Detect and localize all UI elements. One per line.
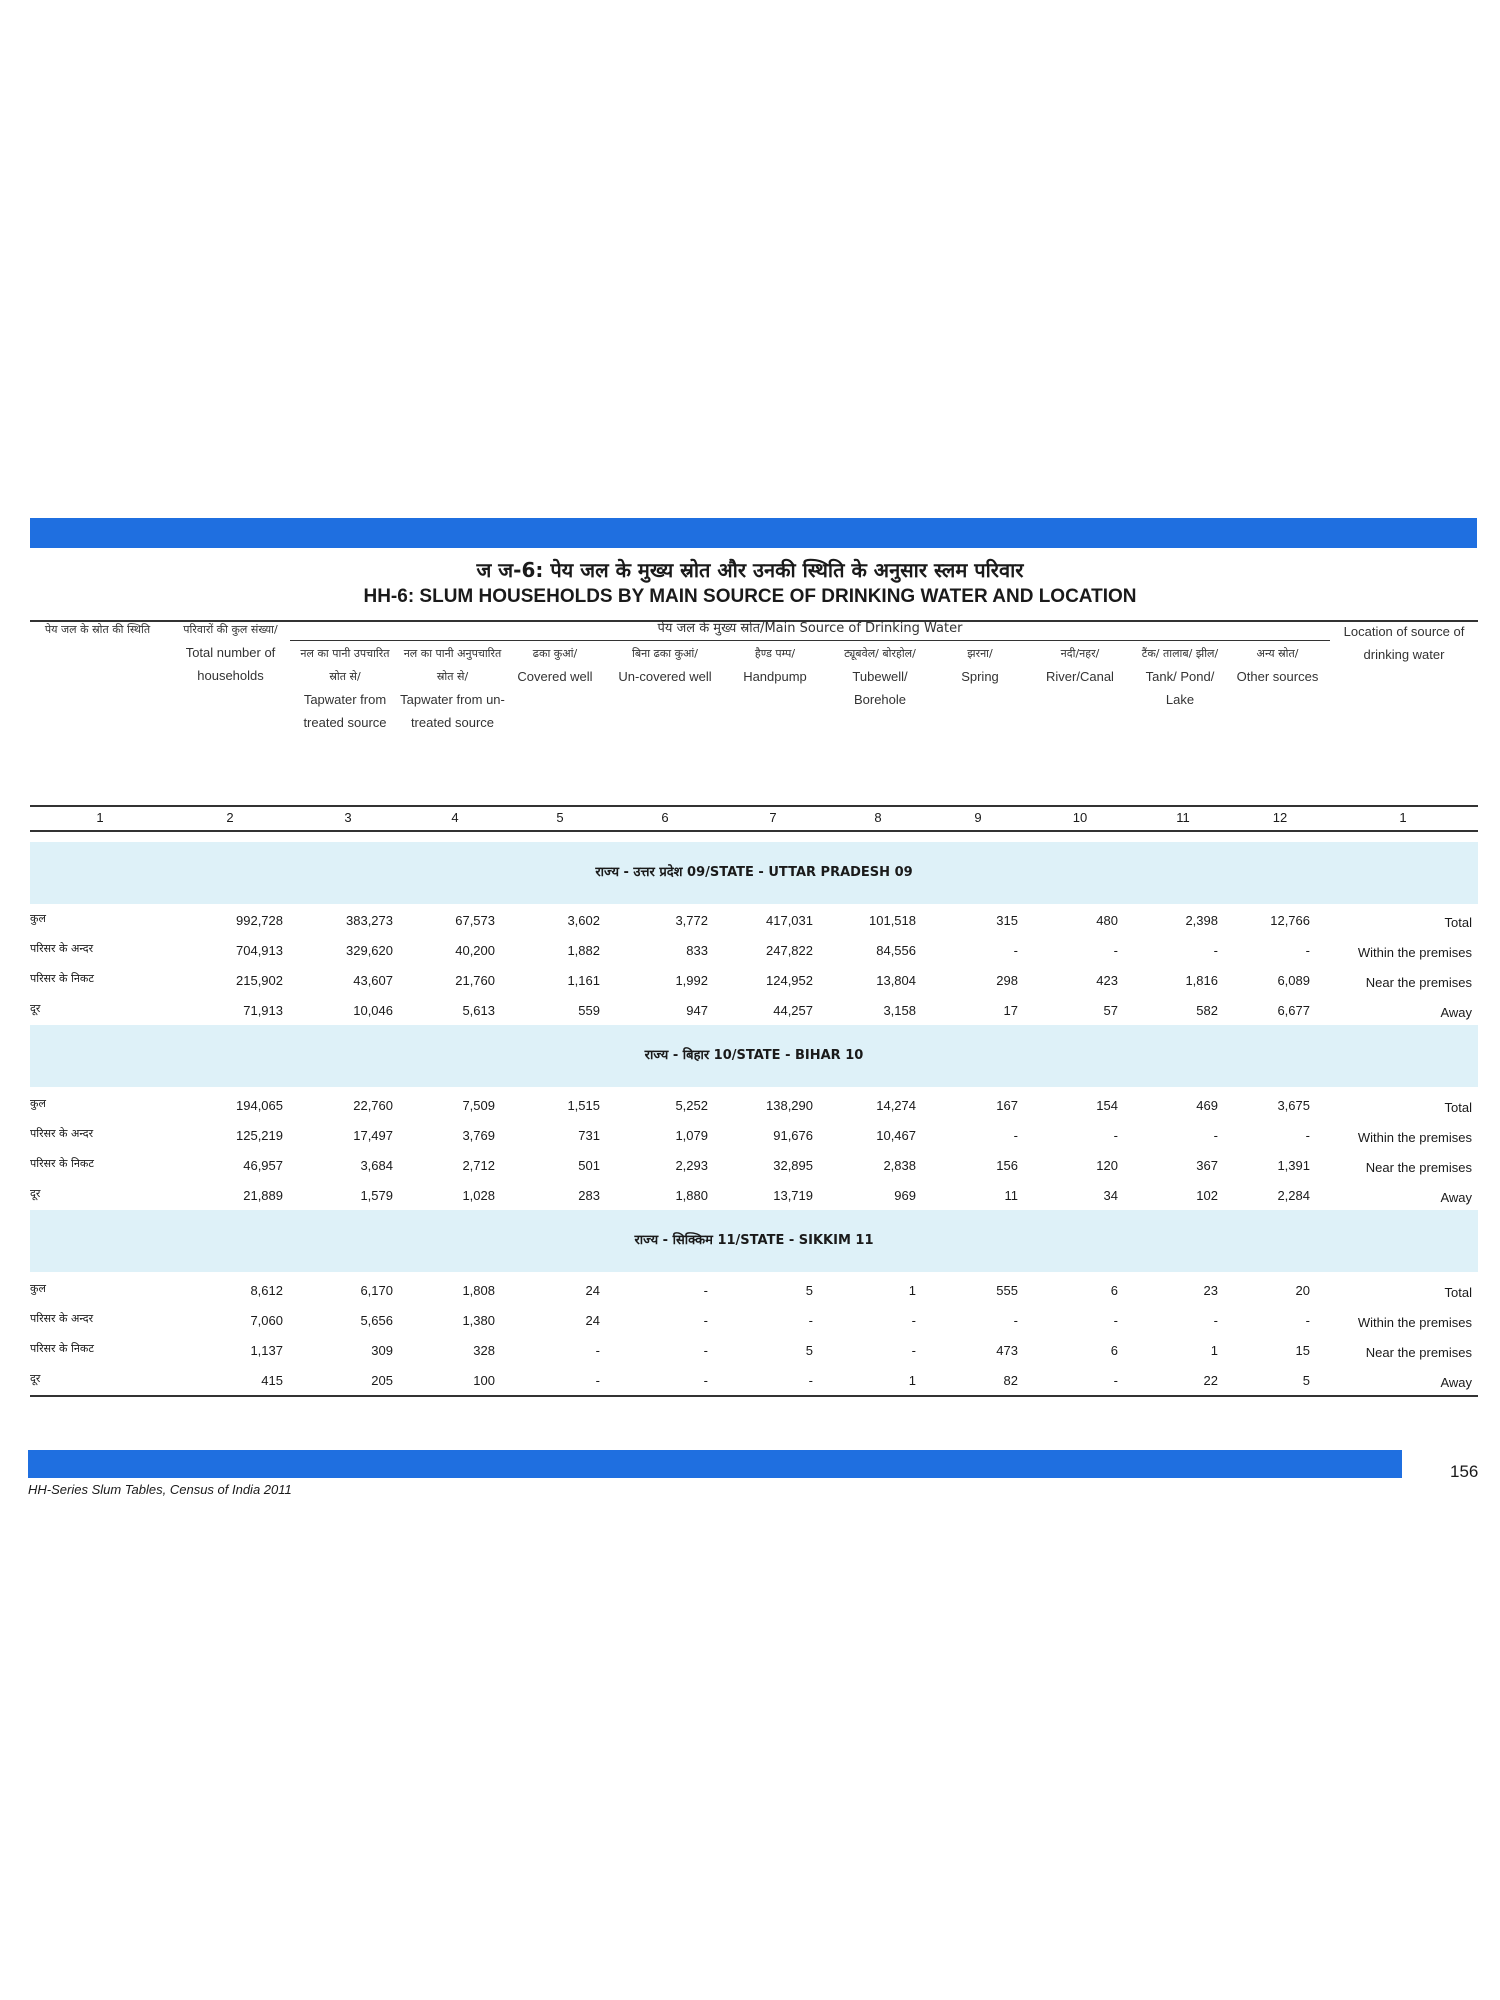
cell-river-canal: 480 xyxy=(1096,913,1118,928)
cell-spring: 156 xyxy=(996,1158,1018,1173)
cell-uncovered-well: 1,880 xyxy=(675,1188,708,1203)
table-row xyxy=(30,965,1478,995)
cell-other: 6,089 xyxy=(1277,973,1310,988)
cell-total-households: 21,889 xyxy=(243,1188,283,1203)
cell-spring: 315 xyxy=(996,913,1018,928)
header-location-right: Location of source of drinking water xyxy=(1343,624,1465,662)
table-row xyxy=(30,1090,1478,1120)
cell-river-canal: - xyxy=(1113,1128,1118,1143)
colnum: 10 xyxy=(1072,810,1088,825)
cell-spring: 167 xyxy=(996,1098,1018,1113)
cell-total-households: 215,902 xyxy=(236,973,283,988)
row-label-hindi: परिसर के अन्दर xyxy=(30,942,94,955)
footer-series-title: HH-Series Slum Tables, Census of India 2011 xyxy=(28,1482,292,1497)
state-label: राज्य - बिहार 10/STATE - BIHAR 10 xyxy=(644,1048,864,1063)
cell-total-households: 194,065 xyxy=(236,1098,283,1113)
cell-tap-untreated: 1,380 xyxy=(462,1313,495,1328)
cell-total-households: 415 xyxy=(261,1373,283,1388)
cell-uncovered-well: 947 xyxy=(686,1003,708,1018)
cell-tubewell: 3,158 xyxy=(883,1003,916,1018)
cell-covered-well: 559 xyxy=(578,1003,600,1018)
cell-tap-untreated: 21,760 xyxy=(455,973,495,988)
cell-river-canal: 34 xyxy=(1103,1188,1118,1203)
table-row xyxy=(30,1120,1478,1150)
cell-other: - xyxy=(1305,1313,1310,1328)
page-number: 156 xyxy=(1450,1462,1479,1481)
row-label-english: Total xyxy=(1444,915,1472,930)
cell-covered-well: 3,602 xyxy=(567,913,600,928)
row-label-english: Within the premises xyxy=(1357,945,1472,960)
cell-uncovered-well: 833 xyxy=(686,943,708,958)
cell-tank-pond: 23 xyxy=(1203,1283,1218,1298)
cell-handpump: 5 xyxy=(805,1283,813,1298)
cell-spring: 82 xyxy=(1003,1373,1018,1388)
row-label-english: Near the premises xyxy=(1365,975,1472,990)
cell-uncovered-well: - xyxy=(703,1343,708,1358)
colnum: 11 xyxy=(1176,810,1190,825)
cell-other: 12,766 xyxy=(1270,913,1310,928)
header-source-handpump: हैण्ड पम्प/ Handpump xyxy=(743,647,807,684)
cell-covered-well: 1,161 xyxy=(567,973,600,988)
table-title-hindi: ज ज-6: पेय जल के मुख्य स्रोत और उनकी स्थिति के अनुसार स्लम परिवार xyxy=(476,558,1024,582)
table-row xyxy=(30,1335,1478,1365)
row-label-english: Away xyxy=(1440,1190,1472,1205)
cell-handpump: 44,257 xyxy=(773,1003,813,1018)
cell-river-canal: 120 xyxy=(1096,1158,1118,1173)
cell-tank-pond: 22 xyxy=(1203,1373,1218,1388)
cell-tap-treated: 329,620 xyxy=(346,943,393,958)
cell-total-households: 46,957 xyxy=(243,1158,283,1173)
cell-tubewell: 13,804 xyxy=(876,973,916,988)
cell-tap-treated: 43,607 xyxy=(353,973,393,988)
cell-other: 2,284 xyxy=(1277,1188,1310,1203)
row-label-english: Within the premises xyxy=(1357,1130,1472,1145)
row-label-english: Away xyxy=(1440,1375,1472,1390)
cell-total-households: 8,612 xyxy=(250,1283,283,1298)
cell-uncovered-well: - xyxy=(703,1373,708,1388)
cell-tap-untreated: 1,808 xyxy=(462,1283,495,1298)
row-label-english: Away xyxy=(1440,1005,1472,1020)
colnum: 2 xyxy=(226,810,234,825)
row-label-hindi: दूर xyxy=(30,1372,41,1385)
header-total-households: परिवारों की कुल संख्या/ Total number of households xyxy=(183,623,278,683)
row-label-hindi: परिसर के अन्दर xyxy=(30,1312,94,1325)
cell-tank-pond: 2,398 xyxy=(1185,913,1218,928)
cell-handpump: 247,822 xyxy=(766,943,813,958)
cell-tank-pond: 469 xyxy=(1196,1098,1218,1113)
cell-tap-untreated: 1,028 xyxy=(462,1188,495,1203)
cell-total-households: 125,219 xyxy=(236,1128,283,1143)
cell-river-canal: 6 xyxy=(1110,1283,1118,1298)
cell-tap-untreated: 2,712 xyxy=(462,1158,495,1173)
cell-handpump: 124,952 xyxy=(766,973,813,988)
row-label-english: Total xyxy=(1444,1285,1472,1300)
row-label-hindi: परिसर के अन्दर xyxy=(30,1127,94,1140)
table-title-english: HH-6: SLUM HOUSEHOLDS BY MAIN SOURCE OF DRINKING WATER AND LOCATION xyxy=(363,586,1137,607)
cell-tap-untreated: 40,200 xyxy=(455,943,495,958)
row-label-english: Within the premises xyxy=(1357,1315,1472,1330)
cell-river-canal: - xyxy=(1113,943,1118,958)
cell-tap-untreated: 100 xyxy=(473,1373,495,1388)
row-label-hindi: परिसर के निकट xyxy=(30,1342,94,1355)
cell-uncovered-well: 5,252 xyxy=(675,1098,708,1113)
header-source-tubewell: ट्यूबवेल/ बोरहोल/ Tubewell/ Borehole xyxy=(844,647,916,707)
row-label-english: Total xyxy=(1444,1100,1472,1115)
cell-total-households: 1,137 xyxy=(250,1343,283,1358)
state-label: राज्य - सिक्किम 11/STATE - SIKKIM 11 xyxy=(634,1233,874,1248)
row-label-hindi: परिसर के निकट xyxy=(30,1157,94,1170)
cell-covered-well: 1,515 xyxy=(567,1098,600,1113)
cell-tank-pond: 582 xyxy=(1196,1003,1218,1018)
cell-total-households: 7,060 xyxy=(250,1313,283,1328)
cell-spring: - xyxy=(1013,1128,1018,1143)
colnum: 5 xyxy=(556,810,564,825)
cell-tap-untreated: 5,613 xyxy=(462,1003,495,1018)
state-band-uttar-pradesh xyxy=(30,842,1478,904)
row-label-english: Near the premises xyxy=(1365,1160,1472,1175)
cell-covered-well: 1,882 xyxy=(567,943,600,958)
row-label-hindi: कुल xyxy=(30,1282,46,1295)
row-label-english: Near the premises xyxy=(1365,1345,1472,1360)
cell-handpump: - xyxy=(808,1373,813,1388)
colnum: 8 xyxy=(874,810,882,825)
top-blue-bar xyxy=(30,518,1477,548)
cell-tap-treated: 309 xyxy=(371,1343,393,1358)
cell-river-canal: 6 xyxy=(1110,1343,1118,1358)
cell-tap-treated: 10,046 xyxy=(353,1003,393,1018)
cell-uncovered-well: 1,992 xyxy=(675,973,708,988)
cell-tank-pond: 1,816 xyxy=(1185,973,1218,988)
table-bottom-rule xyxy=(30,1395,1478,1397)
cell-tap-treated: 22,760 xyxy=(353,1098,393,1113)
cell-other: 6,677 xyxy=(1277,1003,1310,1018)
cell-covered-well: 24 xyxy=(585,1283,600,1298)
cell-covered-well: - xyxy=(595,1343,600,1358)
table-row xyxy=(30,1305,1478,1335)
cell-tap-untreated: 328 xyxy=(473,1343,495,1358)
cell-other: - xyxy=(1305,1128,1310,1143)
table-row xyxy=(30,995,1478,1025)
state-label: राज्य - उत्तर प्रदेश 09/STATE - UTTAR PRADESH 09 xyxy=(595,865,913,880)
colnum: 1 xyxy=(1399,810,1407,825)
cell-tap-treated: 6,170 xyxy=(360,1283,393,1298)
cell-covered-well: 501 xyxy=(578,1158,600,1173)
cell-tap-treated: 205 xyxy=(371,1373,393,1388)
cell-spring: 473 xyxy=(996,1343,1018,1358)
header-source-spring: झरना/ Spring xyxy=(961,647,999,684)
cell-uncovered-well: - xyxy=(703,1283,708,1298)
colnum: 7 xyxy=(769,810,777,825)
cell-tubewell: 84,556 xyxy=(876,943,916,958)
cell-other: 15 xyxy=(1295,1343,1310,1358)
cell-handpump: 417,031 xyxy=(766,913,813,928)
header-source-tap-untreated: नल का पानी अनुपचारित स्रोत से/ Tapwater from un-treated source xyxy=(400,647,505,730)
cell-spring: - xyxy=(1013,1313,1018,1328)
cell-tubewell: 1 xyxy=(908,1373,916,1388)
colnum: 6 xyxy=(661,810,669,825)
state-band-sikkim xyxy=(30,1210,1478,1272)
cell-tubewell: 10,467 xyxy=(876,1128,916,1143)
cell-river-canal: 423 xyxy=(1096,973,1118,988)
table-row xyxy=(30,935,1478,965)
cell-other: 20 xyxy=(1295,1283,1310,1298)
cell-covered-well: 24 xyxy=(585,1313,600,1328)
cell-spring: - xyxy=(1013,943,1018,958)
header-source-river-canal: नदी/नहर/ River/Canal xyxy=(1046,647,1114,684)
cell-other: 3,675 xyxy=(1277,1098,1310,1113)
cell-tubewell: 2,838 xyxy=(883,1158,916,1173)
row-label-hindi: दूर xyxy=(30,1002,41,1015)
table-row xyxy=(30,1150,1478,1180)
cell-tubewell: 14,274 xyxy=(876,1098,916,1113)
colnum: 12 xyxy=(1272,810,1288,825)
cell-tank-pond: 367 xyxy=(1196,1158,1218,1173)
colnum-bottom-rule xyxy=(30,830,1478,832)
state-band-bihar xyxy=(30,1025,1478,1087)
cell-tap-treated: 17,497 xyxy=(353,1128,393,1143)
row-label-hindi: परिसर के निकट xyxy=(30,972,94,985)
cell-tank-pond: - xyxy=(1213,1313,1218,1328)
table-row xyxy=(30,905,1478,935)
header-main-source-group: पेय जल के मुख्य स्रोत/Main Source of Drinking Water xyxy=(657,621,963,636)
cell-handpump: 5 xyxy=(805,1343,813,1358)
header-source-uncovered-well: बिना ढका कुआं/ Un-covered well xyxy=(618,647,712,684)
header-bottom-rule xyxy=(30,805,1478,807)
cell-tubewell: - xyxy=(911,1343,916,1358)
row-label-hindi: कुल xyxy=(30,1097,46,1110)
cell-uncovered-well: 1,079 xyxy=(675,1128,708,1143)
cell-spring: 298 xyxy=(996,973,1018,988)
cell-tap-untreated: 67,573 xyxy=(455,913,495,928)
colnum: 9 xyxy=(974,810,982,825)
cell-uncovered-well: 3,772 xyxy=(675,913,708,928)
cell-spring: 17 xyxy=(1003,1003,1018,1018)
cell-tap-treated: 383,273 xyxy=(346,913,393,928)
cell-tap-untreated: 7,509 xyxy=(462,1098,495,1113)
cell-tubewell: - xyxy=(911,1313,916,1328)
header-source-tank-pond: टैंक/ तालाब/ झील/ Tank/ Pond/ Lake xyxy=(1141,647,1219,707)
cell-handpump: 138,290 xyxy=(766,1098,813,1113)
cell-uncovered-well: - xyxy=(703,1313,708,1328)
header-source-covered-well: ढका कुआं/ Covered well xyxy=(517,647,593,684)
cell-river-canal: - xyxy=(1113,1313,1118,1328)
table-row xyxy=(30,1275,1478,1305)
cell-other: - xyxy=(1305,943,1310,958)
cell-uncovered-well: 2,293 xyxy=(675,1158,708,1173)
colnum: 3 xyxy=(344,810,352,825)
cell-tap-treated: 5,656 xyxy=(360,1313,393,1328)
cell-tank-pond: 1 xyxy=(1210,1343,1218,1358)
cell-tank-pond: - xyxy=(1213,1128,1218,1143)
cell-covered-well: - xyxy=(595,1373,600,1388)
cell-tap-treated: 1,579 xyxy=(360,1188,393,1203)
cell-total-households: 71,913 xyxy=(243,1003,283,1018)
header-source-tap-treated: नल का पानी उपचारित स्रोत से/ Tapwater from treated source xyxy=(300,647,390,730)
cell-handpump: 91,676 xyxy=(773,1128,813,1143)
cell-tubewell: 101,518 xyxy=(869,913,916,928)
cell-tubewell: 1 xyxy=(908,1283,916,1298)
cell-tap-untreated: 3,769 xyxy=(462,1128,495,1143)
cell-spring: 11 xyxy=(1004,1188,1018,1203)
cell-other: 5 xyxy=(1302,1373,1310,1388)
bottom-blue-bar xyxy=(28,1450,1402,1478)
cell-covered-well: 283 xyxy=(578,1188,600,1203)
cell-tank-pond: 102 xyxy=(1196,1188,1218,1203)
cell-tubewell: 969 xyxy=(894,1188,916,1203)
group-underline-rule xyxy=(290,640,1330,641)
cell-handpump: 13,719 xyxy=(773,1188,813,1203)
table-row xyxy=(30,1365,1478,1395)
cell-handpump: 32,895 xyxy=(773,1158,813,1173)
colnum: 1 xyxy=(96,810,104,825)
colnum: 4 xyxy=(451,810,459,825)
cell-river-canal: 57 xyxy=(1103,1003,1118,1018)
cell-other: 1,391 xyxy=(1277,1158,1310,1173)
cell-tap-treated: 3,684 xyxy=(360,1158,393,1173)
header-source-other: अन्य स्रोत/ Other sources xyxy=(1236,647,1319,684)
table-row xyxy=(30,1180,1478,1210)
cell-river-canal: - xyxy=(1113,1373,1118,1388)
cell-handpump: - xyxy=(808,1313,813,1328)
cell-covered-well: 731 xyxy=(578,1128,600,1143)
row-label-hindi: दूर xyxy=(30,1187,41,1200)
header-location-left: पेय जल के स्रोत की स्थिति xyxy=(44,623,151,636)
cell-river-canal: 154 xyxy=(1096,1098,1118,1113)
cell-tank-pond: - xyxy=(1213,943,1218,958)
row-label-hindi: कुल xyxy=(30,912,46,925)
cell-total-households: 992,728 xyxy=(236,913,283,928)
cell-total-households: 704,913 xyxy=(236,943,283,958)
cell-spring: 555 xyxy=(996,1283,1018,1298)
